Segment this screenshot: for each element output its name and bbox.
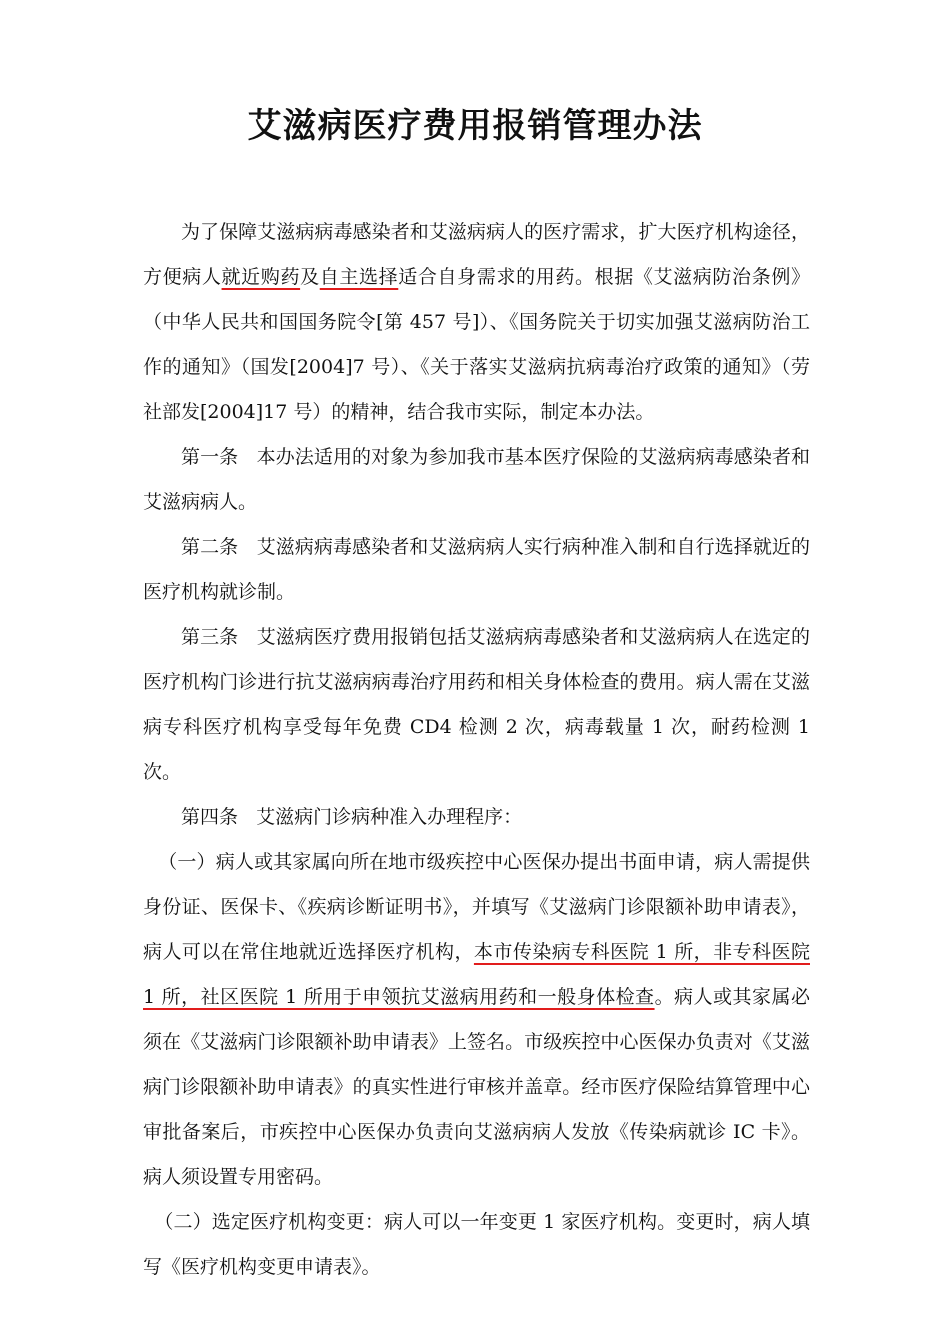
article-3-text: 艾滋病医疗费用报销包括艾滋病病毒感染者和艾滋病病人在选定的医疗机构门诊进行抗艾滋病病毒治疗用药和相关身体检查的费用。病人需在艾滋病专科医疗机构享受每年免费 CD4 检测 2 次，病毒载量 1 次，耐药检测 1 次。: [143, 626, 810, 783]
preamble-paragraph: [143, 210, 810, 435]
underlined-phrase-nearby-purchase: 就近购药: [221, 266, 301, 288]
document-title: 艾滋病医疗费用报销管理办法: [247, 106, 703, 146]
article-3-label: 第三条: [181, 626, 239, 648]
article-1-text: 本办法适用的对象为参加我市基本医疗保险的艾滋病病毒感染者和艾滋病病人。: [143, 446, 810, 513]
preamble-text-2: 及: [300, 266, 320, 288]
preamble-text-1: 为了保障艾滋病病毒感染者和艾滋病病人的医疗需求，扩大医疗机构途径，方便病人: [143, 221, 810, 288]
underlined-hospital-designation: 本市传染病专科医院 1 所，非专科医院 1 所，社区医院 1 所用于申领抗艾滋病用药和一般身体检查: [143, 941, 810, 1008]
article-1-label: 第一条: [181, 446, 239, 468]
article-3: [143, 615, 810, 795]
article-2-label: 第二条: [181, 536, 239, 558]
underlined-phrase-self-selection: 自主选择: [319, 266, 399, 288]
article-4: [143, 795, 810, 840]
article-1: [143, 435, 810, 525]
preamble-text-3: 适合自身需求的用药。根据《艾滋病防治条例》（中华人民共和国国务院令[第 457 号]）、《国务院关于切实加强艾滋病防治工作的通知》（国发[2004]7 号）、《关于落实艾滋病抗病毒治疗政策的通知》（劳社部发[2004]17 号）的精神，结合我市实际，制定本办法。: [143, 266, 810, 423]
article-2: [143, 525, 810, 615]
article-4-item-1: [143, 840, 810, 1200]
document-body: [143, 210, 810, 1290]
item-1-text-2: 。病人或其家属必须在《艾滋病门诊限额补助申请表》上签名。市级疾控中心医保办负责对《艾滋病门诊限额补助申请表》的真实性进行审核并盖章。经市医疗保险结算管理中心审批备案后，市疾控中心医保办负责向艾滋病病人发放《传染病就诊 IC 卡》。病人须设置专用密码。: [143, 986, 810, 1188]
article-4-label: 第四条: [181, 806, 239, 828]
article-4-text: 艾滋病门诊病种准入办理程序：: [256, 806, 523, 828]
item-1-text-1: （一）病人或其家属向所在地市级疾控中心医保办提出书面申请，病人需提供身份证、医保卡、《疾病诊断证明书》，并填写《艾滋病门诊限额补助申请表》，病人可以在常住地就近选择医疗机构，: [143, 851, 810, 963]
article-2-text: 艾滋病病毒感染者和艾滋病病人实行病种准入制和自行选择就近的医疗机构就诊制。: [143, 536, 810, 603]
item-2-text: （二）选定医疗机构变更：病人可以一年变更 1 家医疗机构。变更时，病人填写《医疗机构变更申请表》。: [143, 1211, 810, 1278]
article-4-item-2: [143, 1200, 810, 1290]
